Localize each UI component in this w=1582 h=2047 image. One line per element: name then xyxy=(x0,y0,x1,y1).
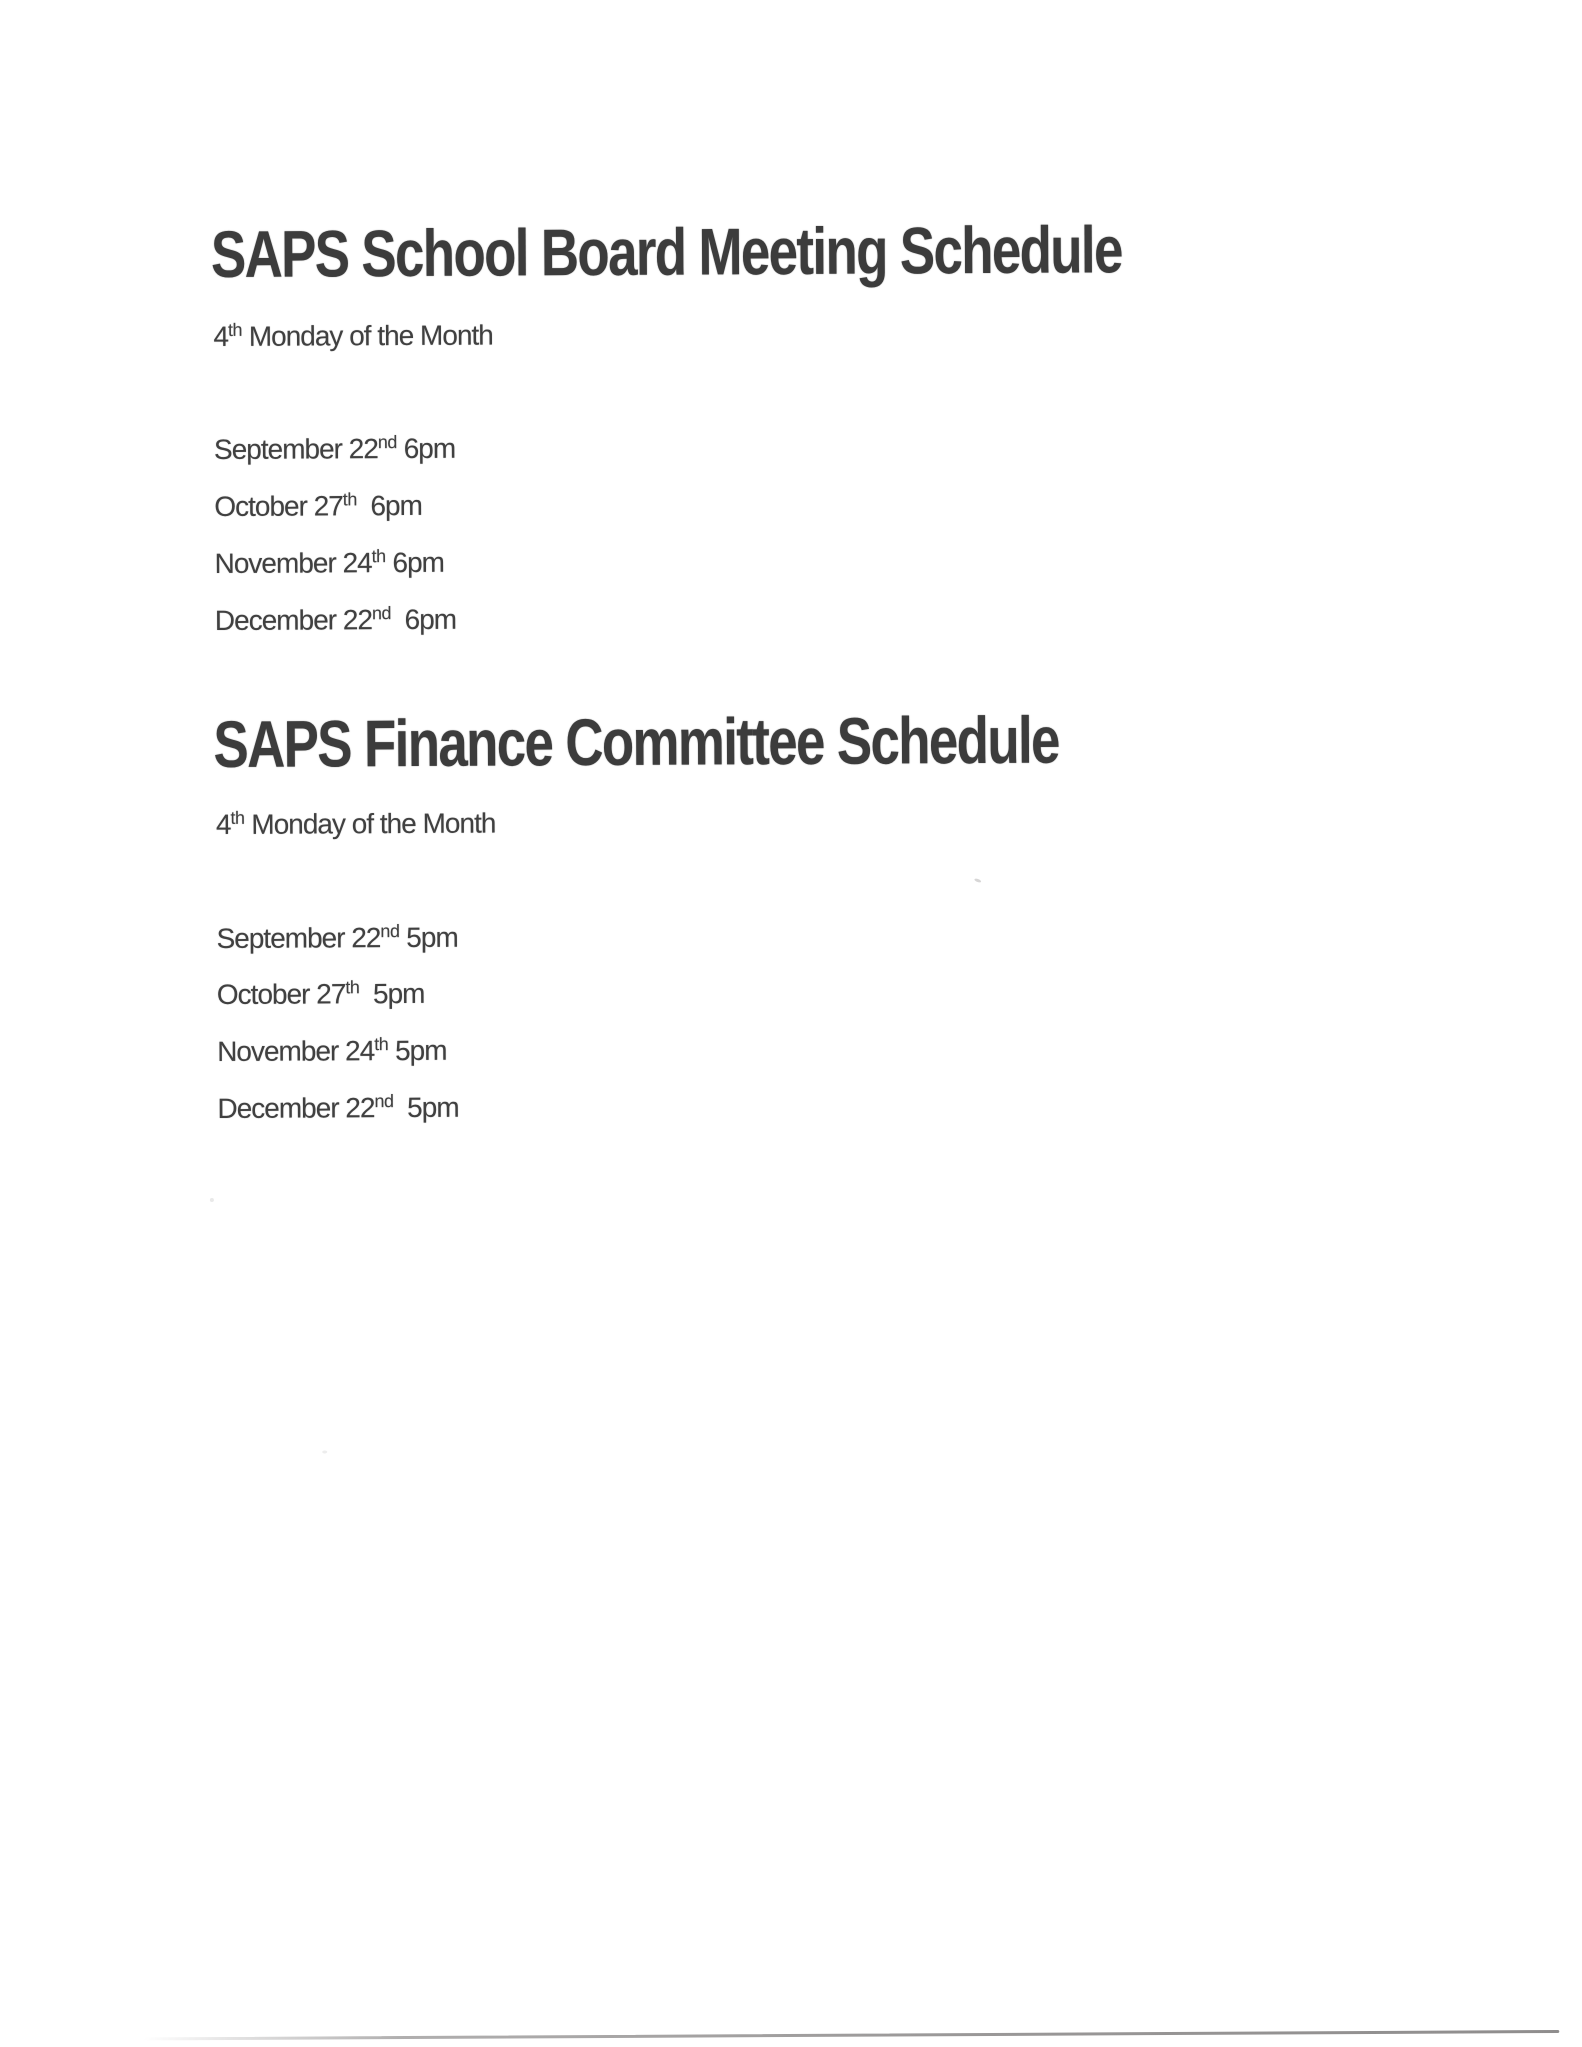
item-time: 5pm xyxy=(407,1091,459,1124)
item-date: November 24 xyxy=(217,1035,375,1068)
scan-edge-line xyxy=(143,2030,1559,2040)
ordinal-suffix: th xyxy=(230,807,245,828)
item-time: 6pm xyxy=(403,432,456,465)
scan-speck xyxy=(974,878,982,883)
item-date: September 22 xyxy=(213,433,378,466)
scan-speck xyxy=(210,1198,214,1202)
schedule-item xyxy=(214,546,445,580)
item-time: 6pm xyxy=(370,489,422,522)
item-time: 5pm xyxy=(394,1034,447,1067)
item-gap xyxy=(391,604,405,635)
schedule-item xyxy=(217,1091,459,1125)
schedule-item xyxy=(213,432,456,466)
item-gap xyxy=(357,490,371,521)
item-date: October 27 xyxy=(214,490,343,523)
item-date: October 27 xyxy=(216,978,346,1011)
item-time: 5pm xyxy=(372,977,425,1010)
schedule-item xyxy=(217,1034,447,1068)
item-gap xyxy=(359,978,373,1009)
finance-committee-title: SAPS Finance Committee Schedule xyxy=(213,702,1060,782)
scan-speck xyxy=(322,1450,327,1453)
subtitle-text: Monday of the Month xyxy=(244,807,496,840)
schedule-item xyxy=(214,603,457,637)
subtitle-text: 4 xyxy=(215,808,231,841)
subtitle-text: 4 xyxy=(213,320,229,353)
item-date: September 22 xyxy=(216,922,381,955)
ordinal-suffix: nd xyxy=(374,1091,394,1112)
item-date: November 24 xyxy=(214,547,372,580)
ordinal-suffix: th xyxy=(227,319,243,340)
school-board-subtitle xyxy=(213,319,493,353)
item-time: 6pm xyxy=(392,546,445,579)
item-gap xyxy=(393,1092,407,1123)
item-time: 6pm xyxy=(404,603,457,636)
item-date: December 22 xyxy=(214,604,373,637)
ordinal-suffix: th xyxy=(374,1034,389,1055)
item-date: December 22 xyxy=(217,1092,375,1125)
subtitle-text: Monday of the Month xyxy=(241,319,493,352)
ordinal-suffix: th xyxy=(371,546,386,567)
finance-committee-subtitle xyxy=(215,807,496,841)
schedule-item xyxy=(214,489,422,523)
ordinal-suffix: th xyxy=(342,489,357,510)
ordinal-suffix: nd xyxy=(380,921,400,942)
ordinal-suffix: nd xyxy=(377,432,397,453)
ordinal-suffix: nd xyxy=(371,603,392,624)
schedule-item xyxy=(216,921,458,955)
item-time: 5pm xyxy=(406,921,458,954)
ordinal-suffix: th xyxy=(345,977,360,998)
school-board-title: SAPS School Board Meeting Schedule xyxy=(210,212,1122,292)
schedule-item xyxy=(216,977,425,1011)
